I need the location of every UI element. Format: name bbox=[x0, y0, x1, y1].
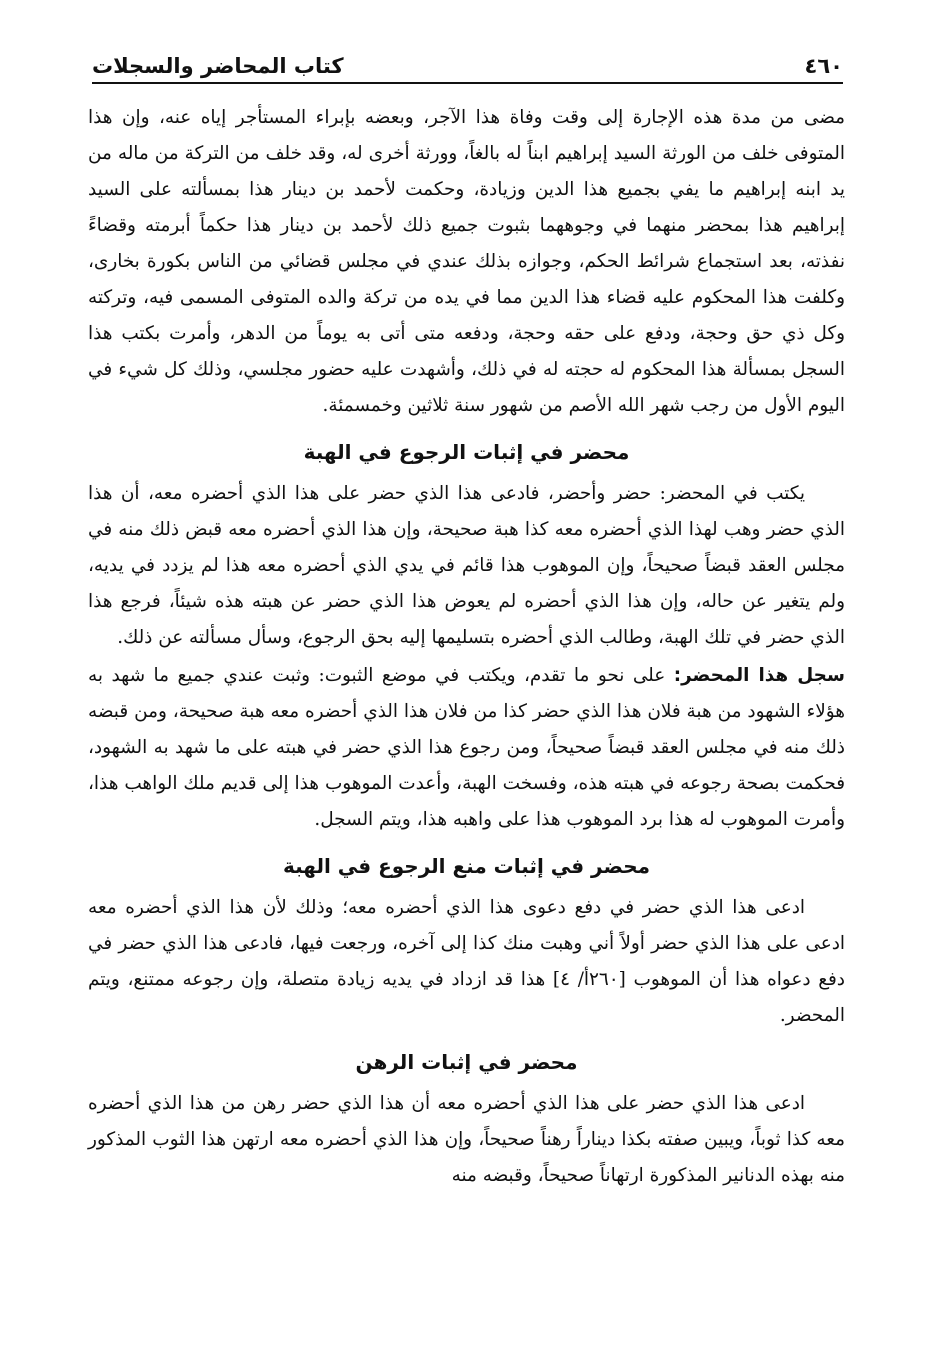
paragraph-continuation: مضى من مدة هذه الإجارة إلى وقت وفاة هذا الآجر، وبعضه بإبراء المستأجر إياه عنه، وإن هذا المتوفى خلف من الورثة السيد إبراهيم ابناً له بالغاً، وورثة أخرى له، وقد خلف من التركة من ماله من يد ابنه إبراهيم ما يفي بجميع هذا الدين وزيادة، وحكمت لأحمد بن دينار هذا بمسألته على السيد إبراهيم هذا بمحضر منهما في وجوههما بثبوت جميع ذلك لأحمد بن دينار هذا حكماً أبرمته وقضاءً نفذته، بعد استجماع شرائط الحكم، وجوازه بذلك عندي في مجلس قضائي من الناس بكورة بخارى، وكلفت هذا المحكوم عليه قضاء هذا الدين مما في يده من تركة والده المتوفى المسمى فيه، وتركته وكل ذي حق وحجة، ودفع على حقه وحجة، ودفعه متى أتى به يوماً من الدهر، وأمرت بكتب هذا السجل بمسألة هذا المحكوم له حجته له في ذلك، وأشهدت عليه حضور مجلسي، وذلك كل شيء في اليوم الأول من رجب شهر الله الأصم من شهور سنة ثلاثين وخمسمئة. bbox=[88, 107, 845, 416]
record-lead: سجل هذا المحضر: bbox=[673, 665, 845, 686]
book-title: كتاب المحاضر والسجلات bbox=[92, 54, 344, 78]
page-body bbox=[88, 100, 845, 1194]
section-heading-preventing-revocation: محضر في إثبات منع الرجوع في الهبة bbox=[282, 854, 650, 878]
record-text: على نحو ما تقدم، ويكتب في موضع الثبوت: وثبت عندي جميع ما شهد به هؤلاء الشهود من هبة فلان هذا الذي حضر كذا من فلان هذا الذي أحضره معه هبة صحيحة، ومن قبضه ذلك منه في مجلس العقد قبضاً صحيحاً، ومن رجوع هذا الذي حضر في هبته على ما شهد به الشهود، فحكمت بصحة رجوعه في هبته هذه، وفسخت الهبة، وأعدت الموهوب هذا إلى قديم ملك الواهب هذا، وأمرت الموهوب له هذا برد الموهوب هذا على واهبه هذا، ويتم السجل. bbox=[88, 665, 845, 830]
running-header bbox=[92, 36, 843, 84]
paragraph-preventing-revocation: ادعى هذا الذي حضر في دفع دعوى هذا الذي أحضره معه؛ وذلك لأن هذا الذي أحضره معه ادعى على هذا الذي حضر أولاً أني وهبت منك كذا إلى آخره، ورجعت فيها، فادعى هذا الذي حضر في دفع دعواه هذا أن الموهوب [٢٦٠أ/ ٤] هذا قد ازداد في يديه زيادة متصلة، وإن رجوعه ممتنع، ويتم المحضر. bbox=[88, 897, 846, 1026]
section-heading-pledge: محضر في إثبات الرهن bbox=[355, 1050, 578, 1074]
page-number: ٤٦٠ bbox=[804, 54, 843, 78]
paragraph-record-of-minutes bbox=[88, 658, 845, 838]
paragraph-pledge: ادعى هذا الذي حضر على هذا الذي أحضره معه أن هذا الذي حضر رهن من هذا الذي أحضره معه كذا ثوباً، ويبين صفته بكذا ديناراً رهناً صحيحاً، وإن هذا الذي أحضره معه ارتهن هذا الثوب المذكور منه بهذه الدنانير المذكورة ارتهاناً صحيحاً، وقبضه منه bbox=[88, 1093, 845, 1186]
paragraph-gift-revocation: يكتب في المحضر: حضر وأحضر، فادعى هذا الذي حضر على هذا الذي أحضره معه، أن هذا الذي حضر وهب لهذا الذي أحضره معه كذا هبة صحيحة، وإن هذا الذي أحضره معه قبض ذلك منه في مجلس العقد قبضاً صحيحاً، وإن الموهوب هذا قائم في يدي الذي أحضره معه هذا لم يزدد في يديه، ولم يتغير عن حاله، وإن هذا الذي أحضره لم يعوض هذا الذي حضر عن هبته هذه شيئاً، فرجع هذا الذي حضر في تلك الهبة، وطالب الذي أحضره بتسليمها إليه بحق الرجوع، وسأل مسألته عن ذلك. bbox=[88, 483, 845, 648]
section-heading-gift-revocation: محضر في إثبات الرجوع في الهبة bbox=[303, 440, 630, 464]
